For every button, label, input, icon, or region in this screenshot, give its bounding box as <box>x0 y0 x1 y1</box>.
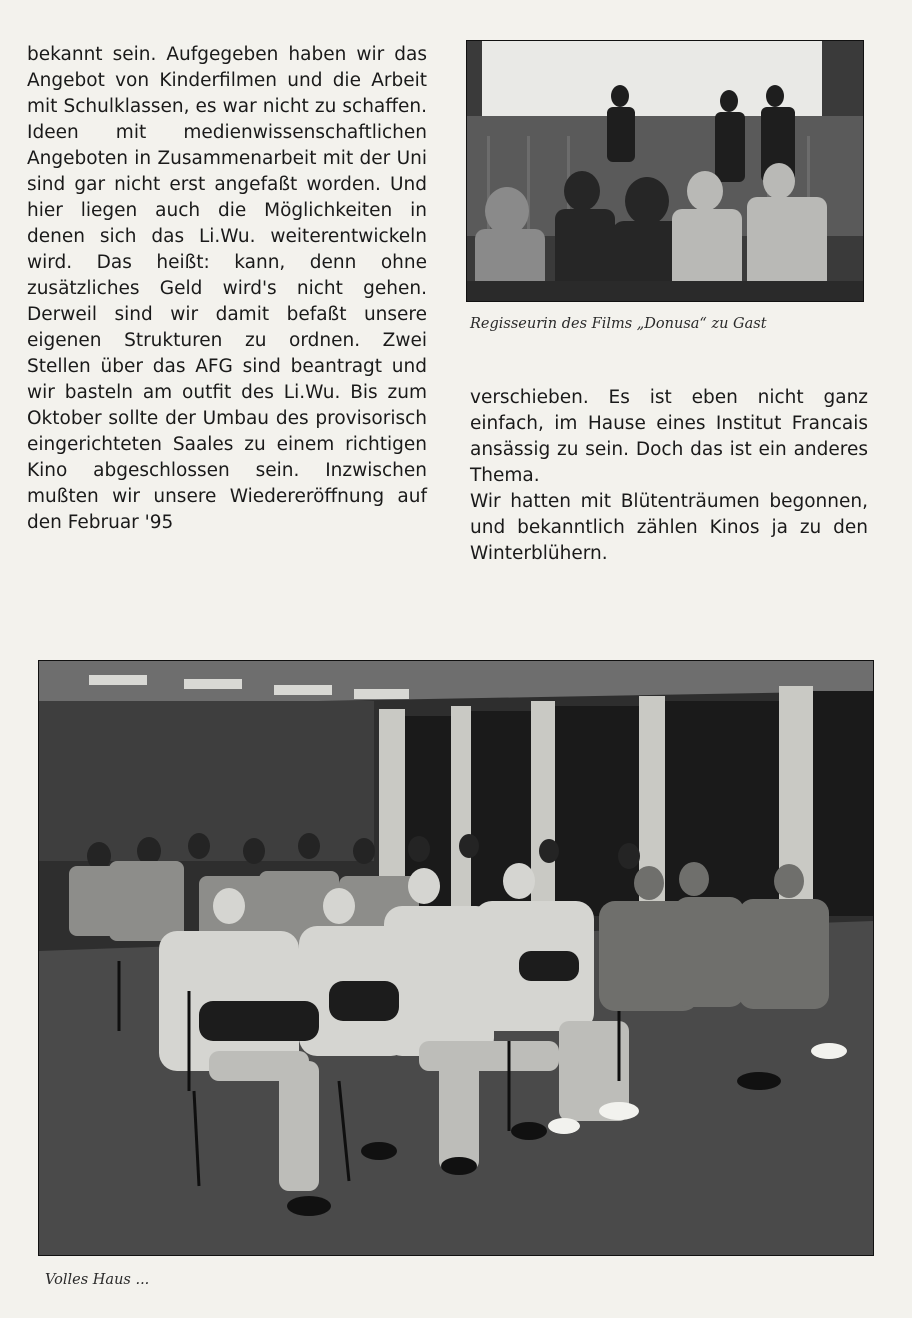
right-column-paragraph-1: verschieben. Es ist eben nicht ganz einfach, im Hause eines Institut Francais ansässig zu sein. Doch das ist ein anderes Thema. <box>470 387 868 486</box>
left-text-column <box>27 42 427 536</box>
photo-full-house-image <box>39 661 873 1255</box>
left-column-paragraph: bekannt sein. Aufgegeben haben wir das Angebot von Kinderfilmen und die Arbeit mit Schulklassen, es war nicht zu schaffen. Ideen mit medienwissenschaftlichen Angeboten in Zusammenarbeit mit der Uni sind gar nicht erst angefaßt worden. Und hier liegen auch die Möglichkeiten in denen sich das Li.Wu. weiterentwickeln wird. Das heißt: kann, denn ohne zusätzliches Geld wird's nicht gehen. Derweil sind wir damit befaßt unsere eigenen Strukturen zu ordnen. Zwei Stellen über das AFG sind beantragt und wir basteln am outfit des Li.Wu. Bis zum Oktober sollte der Umbau des provisorisch eingerichteten Saales zu einem richtigen Kino abgeschlossen sein. Inzwischen mußten wir unsere Wiedereröffnung auf den Februar '95 <box>27 44 427 533</box>
photo-director-guest <box>466 40 864 302</box>
right-column-paragraph-2: Wir hatten mit Blütenträumen begonnen, und bekanntlich zählen Kinos ja zu den Winterblühern. <box>470 491 868 564</box>
photo-director-guest-image <box>467 41 863 301</box>
right-text-column <box>470 385 868 567</box>
photo-full-house <box>38 660 874 1256</box>
photo-director-guest-caption: Regisseurin des Films „Donusa“ zu Gast <box>470 316 767 332</box>
photo-full-house-caption: Volles Haus ... <box>45 1272 150 1288</box>
